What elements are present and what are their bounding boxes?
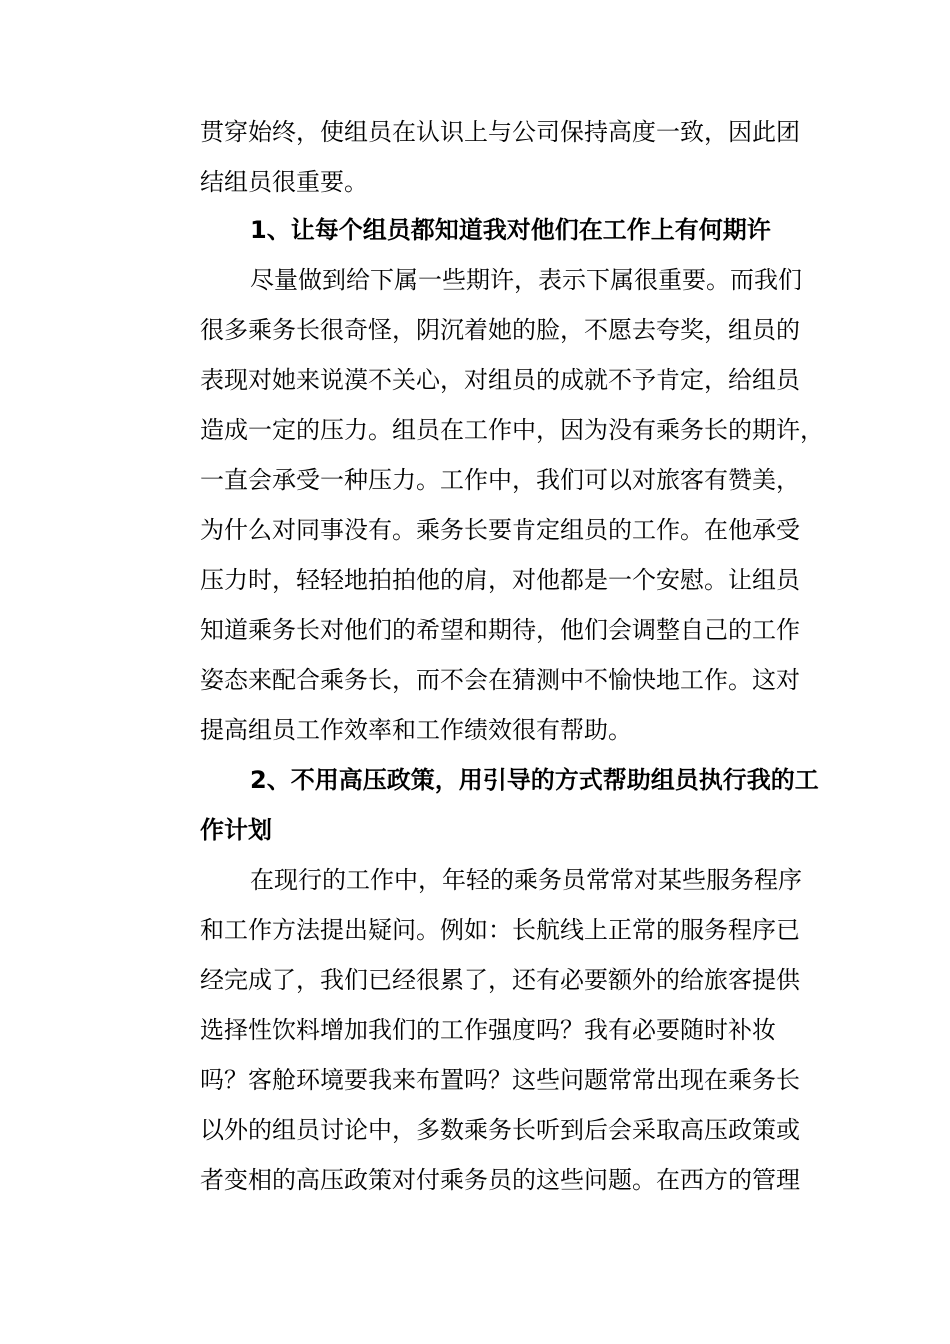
body-text-line: 一直会承受一种压力。工作中，我们可以对旅客有赞美， (200, 466, 800, 494)
body-text-line: 压力时，轻轻地拍拍他的肩，对他都是一个安慰。让组员 (200, 566, 800, 594)
body-text-line: 为什么对同事没有。乘务长要肯定组员的工作。在他承受 (200, 516, 800, 544)
section-heading-2: 2、不用高压政策，用引导的方式帮助组员执行我的工 (250, 766, 819, 794)
body-text-line: 提高组员工作效率和工作绩效很有帮助。 (200, 716, 632, 744)
body-text-line: 吗？客舱环境要我来布置吗？这些问题常常出现在乘务长 (200, 1066, 800, 1094)
body-text-line: 很多乘务长很奇怪，阴沉着她的脸，不愿去夸奖，组员的 (200, 316, 800, 344)
body-text-line: 者变相的高压政策对付乘务员的这些问题。在西方的管理 (200, 1166, 800, 1194)
section-heading-1: 1、让每个组员都知道我对他们在工作上有何期许 (250, 216, 771, 244)
body-text-line: 选择性饮料增加我们的工作强度吗？我有必要随时补妆 (200, 1016, 776, 1044)
body-text-line: 结组员很重要。 (200, 168, 368, 196)
body-text-line: 造成一定的压力。组员在工作中，因为没有乘务长的期许， (200, 416, 824, 444)
section-heading-2-cont: 作计划 (200, 816, 272, 844)
body-text-line: 和工作方法提出疑问。例如：长航线上正常的服务程序已 (200, 916, 800, 944)
body-text-line: 表现对她来说漠不关心，对组员的成就不予肯定，给组员 (200, 366, 800, 394)
paragraph-start-line: 尽量做到给下属一些期许，表示下属很重要。而我们 (250, 266, 802, 294)
body-text-line: 经完成了，我们已经很累了，还有必要额外的给旅客提供 (200, 966, 800, 994)
body-text-line: 以外的组员讨论中，多数乘务长听到后会采取高压政策或 (200, 1116, 800, 1144)
body-text-line: 知道乘务长对他们的希望和期待，他们会调整自己的工作 (200, 616, 800, 644)
body-text-line: 贯穿始终，使组员在认识上与公司保持高度一致，因此团 (200, 118, 800, 146)
paragraph-start-line: 在现行的工作中，年轻的乘务员常常对某些服务程序 (250, 866, 802, 894)
body-text-line: 姿态来配合乘务长，而不会在猜测中不愉快地工作。这对 (200, 666, 800, 694)
